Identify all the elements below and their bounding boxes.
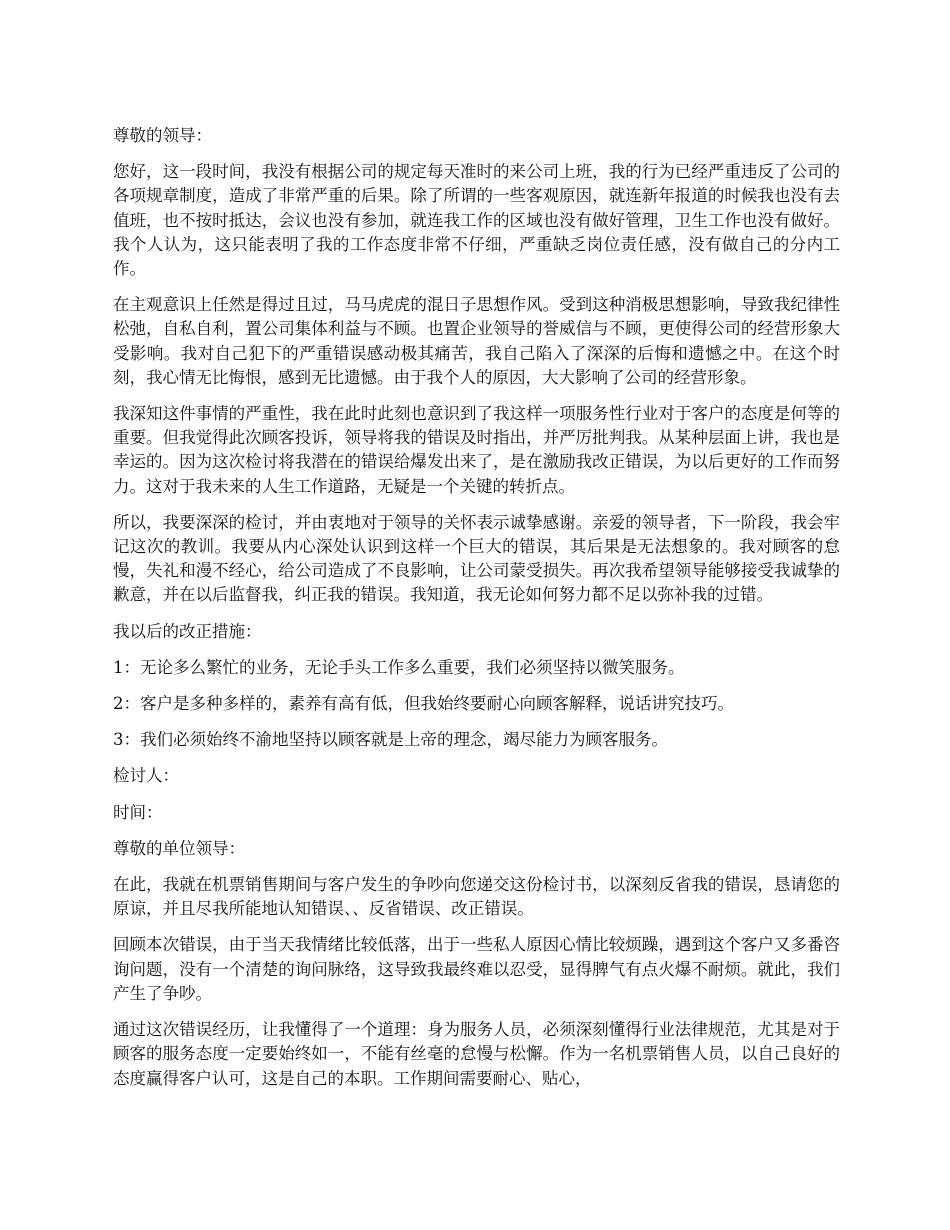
paragraph: 您好，这一段时间，我没有根据公司的规定每天准时的来公司上班，我的行为已经严重违反了公司的各项规章制度，造成了非常严重的后果。除了所谓的一些客观原因，就连新年报道的时候我也没有去值班，也不按时抵达，会议也没有参加，就连我工作的区域也没有做好管理，卫生工作也没有做好。我个人认为，这只能表明了我的工作态度非常不仔细，严重缺乏岗位责任感，没有做自己的分内工作。 [113, 162, 840, 279]
paragraph: 所以，我要深深的检讨，并由衷地对于领导的关怀表示诚挚感谢。亲爱的领导者，下一阶段，我会牢记这次的教训。我要从内心深处认识到这样一个巨大的错误，其后果是无法想象的。我对顾客的怠慢，失礼和漫不经心，给公司造成了不良影响，让公司蒙受损失。再次我希望领导能够接受我诚挚的歉意，并在以后监督我，纠正我的错误。我知道，我无论如何努力都不足以弥补我的过错。 [113, 512, 840, 605]
greeting: 尊敬的领导： [113, 126, 212, 145]
date-label: 时间： [113, 802, 163, 822]
paragraph: 通过这次错误经历，让我懂得了一个道理：身为服务人员，必须深刻懂得行业法律规范，尤其是对于顾客的服务态度一定要始终如一，不能有丝毫的怠慢与松懈。作为一名机票销售人员，以自己良好的态度赢得客户认可，这是自己的本职。工作期间需要耐心、贴心， [113, 1020, 840, 1088]
paragraph: 在主观意识上任然是得过且过，马马虎虎的混日子思想作风。受到这种消极思想影响，导致我纪律性松弛，自私自利，置公司集体利益与不顾。也置企业领导的誉威信与不顾，更使得公司的经营形象大受影响。我对自己犯下的严重错误感动极其痛苦，我自己陷入了深深的后悔和遗憾之中。在这个时刻，我心情无比悔恨，感到无比遗憾。由于我个人的原因，大大影响了公司的经营形象。 [113, 295, 840, 387]
paragraph: 我深知这件事情的严重性，我在此时此刻也意识到了我这样一项服务性行业对于客户的态度是何等的重要。但我觉得此次顾客投诉，领导将我的错误及时指出，并严厉批判我。从某种层面上讲，我也是幸运的。因为这次检讨将我潜在的错误给爆发出来了，是在激励我改正错误，为以后更好的工作而努力。这对于我未来的人生工作道路，无疑是一个关键的转折点。 [113, 404, 840, 496]
measure-item: 2：客户是多种多样的，素养有高有低，但我始终要耐心向顾客解释，说话讲究技巧。 [113, 694, 734, 714]
signer-label: 检讨人： [113, 766, 179, 786]
measures-heading: 我以后的改正措施： [113, 621, 262, 641]
paragraph: 在此，我就在机票销售期间与客户发生的争吵向您递交这份检讨书，以深刻反省我的错误，恳请您的原谅，并且尽我所能地认知错误、、反省错误、改正错误。 [113, 875, 840, 919]
greeting: 尊敬的单位领导： [113, 838, 245, 858]
measure-item: 1：无论多么繁忙的业务，无论手头工作多么重要，我们必须坚持以微笑服务。 [113, 657, 685, 677]
document-body [113, 124, 840, 1103]
measure-item: 3：我们必须始终不渝地坚持以顾客就是上帝的理念，竭尽能力为顾客服务。 [113, 730, 668, 750]
paragraph: 回顾本次错误，由于当天我情绪比较低落，出于一些私人原因心情比较烦躁，遇到这个客户又多番咨询问题，没有一个清楚的询问脉络，这导致我最终难以忍受，显得脾气有点火爆不耐烦。就此，我们产生了争吵。 [113, 935, 840, 1003]
